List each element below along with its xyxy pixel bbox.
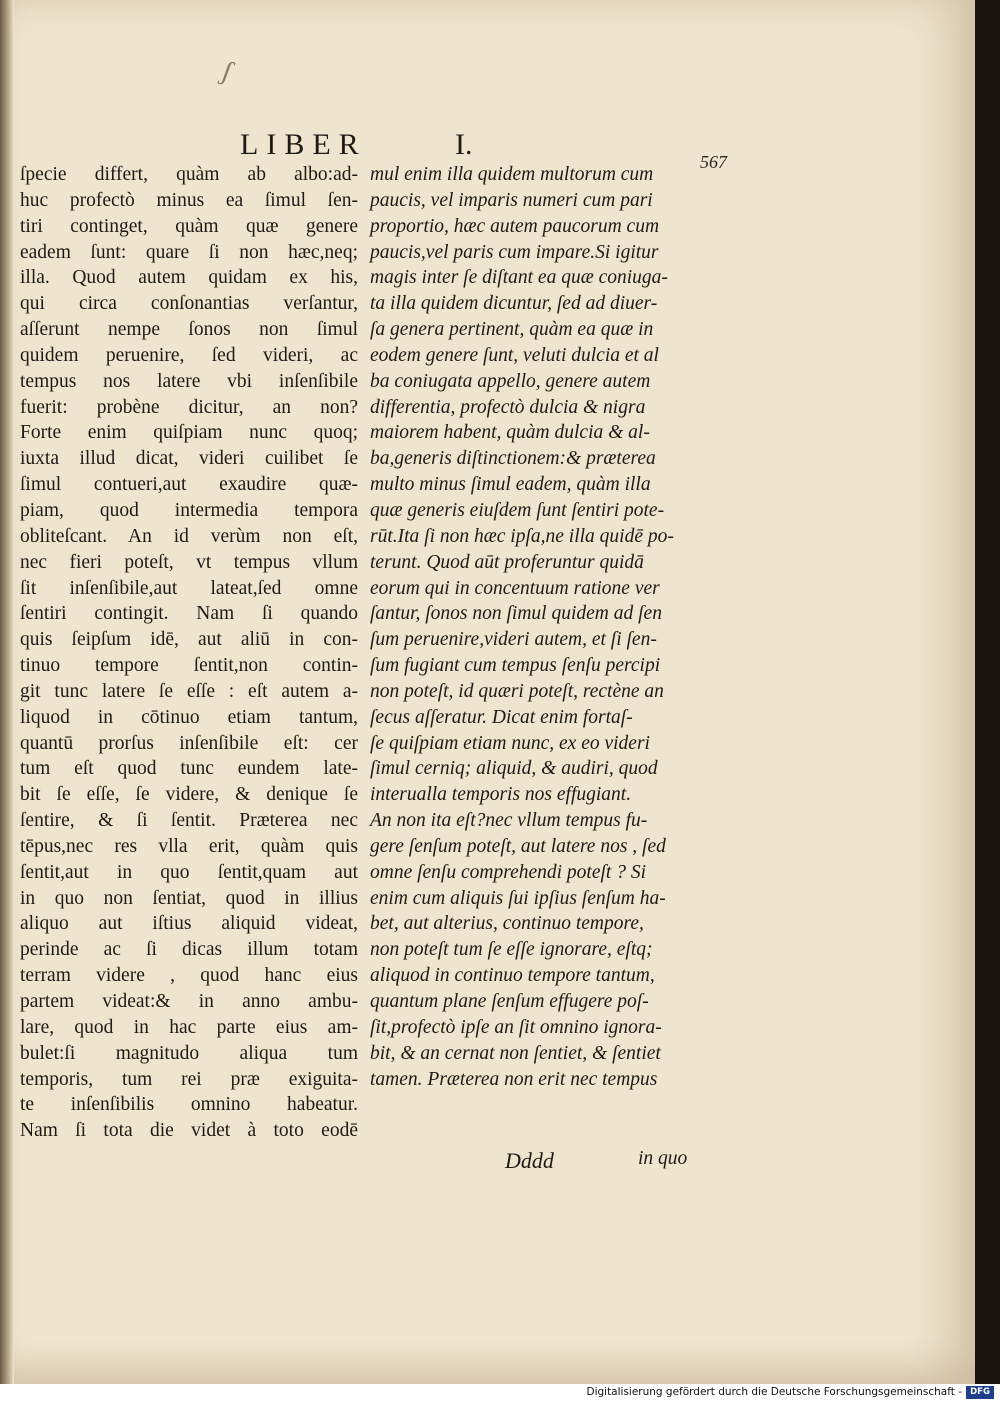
- left-column-line: bit ſe eſſe, ſe videre, & denique ſe: [20, 784, 358, 806]
- right-column-line: ſimul cerniq; aliquid, & audiri, quod: [370, 758, 658, 780]
- left-column-line: ſentit,aut in quo ſentit,quam aut: [20, 861, 358, 883]
- right-column-line: ſantur, ſonos non ſimul quidem ad ſen: [370, 603, 662, 625]
- right-column-line: proportio, hæc autem paucorum cum: [370, 215, 660, 237]
- right-column-line: non poteſt tum ſe eſſe ignorare, eſtq;: [370, 939, 653, 961]
- left-column-line: in quo non ſentiat, quod in illius: [20, 887, 358, 909]
- folio-number: 567: [700, 152, 727, 172]
- right-column-line: An non ita eſt?nec vllum tempus fu-: [370, 810, 648, 832]
- right-column-line: non poteſt, id quæri poteſt, rectène an: [370, 680, 664, 702]
- left-column-line: quantū prorſus inſenſibile eſt: cer: [20, 732, 358, 754]
- right-column-line: ta illa quidem dicuntur, ſed ad diuer-: [370, 293, 658, 315]
- running-head-title: LIBER: [240, 128, 367, 161]
- right-column-line: ba,generis diſtinctionem:& præterea: [370, 448, 656, 470]
- right-column-line: ſum fugiant cum tempus ſenſu percipi: [370, 655, 661, 677]
- right-column-line: ſa genera pertinent, quàm ea quæ in: [370, 319, 654, 341]
- left-column-line: bulet:ſi magnitudo aliqua tum: [20, 1042, 358, 1064]
- left-column-line: partem videat:& in anno ambu-: [20, 991, 358, 1012]
- left-column-line: aſſerunt nempe ſonos non ſimul: [20, 319, 358, 341]
- left-column-line: ſimul contueri,aut exaudire quæ-: [20, 474, 358, 496]
- left-column: [20, 162, 358, 1144]
- right-column-line: terunt. Quod aūt proferuntur quidā: [370, 551, 644, 573]
- left-column-line: te inſenſibilis omnino habeatur.: [20, 1094, 358, 1116]
- right-column-line: ſe quiſpiam etiam nunc, ex eo videri: [370, 732, 650, 754]
- left-column-line: quidem peruenire, ſed videri, ac: [20, 344, 358, 366]
- left-column-line: git tunc latere ſe eſſe : eſt autem a-: [20, 680, 358, 702]
- left-column-line: eadem ſunt: quare ſi non hæc,neq;: [20, 241, 358, 263]
- right-column-line: magis inter ſe diſtant ea quæ coniuga-: [370, 267, 668, 289]
- right-column-line: multo minus ſimul eadem, quàm illa: [370, 474, 651, 496]
- ink-mark: ʃ: [217, 55, 237, 88]
- left-column-line: iuxta illud dicat, videri cuilibet ſe: [20, 448, 358, 470]
- right-column-line: ſit,profectò ipſe an ſit omnino ignora-: [370, 1016, 662, 1038]
- left-column-line: quis ſeipſum idē, aut aliū in con-: [20, 629, 358, 651]
- left-column-line: Forte enim quiſpiam nunc quoq;: [20, 422, 358, 444]
- catchword: in quo: [638, 1148, 688, 1169]
- left-column-line: ſit inſenſibile,aut lateat,ſed omne: [20, 577, 358, 599]
- left-column-line: tiri continget, quàm quæ genere: [20, 215, 358, 237]
- right-column-line: eodem genere ſunt, veluti dulcia et al: [370, 344, 659, 366]
- left-column-line: tempus nos latere vbi inſenſibile: [20, 370, 358, 392]
- right-column-line: differentia, profectò dulcia & nigra: [370, 396, 646, 418]
- left-column-line: huc profectò minus ea ſimul ſen-: [20, 189, 358, 211]
- right-column-line: ba coniugata appello, genere autem: [370, 370, 651, 392]
- running-head: [240, 128, 473, 162]
- left-column-line: lare, quod in hac parte eius am-: [20, 1016, 358, 1038]
- right-column-line: paucis, vel imparis numeri cum pari: [370, 189, 653, 211]
- right-column-line: paucis,vel paris cum impare.Si igitur: [370, 241, 659, 263]
- left-column-line: temporis, tum rei præ exiguita-: [20, 1068, 358, 1090]
- right-column-line: maiorem habent, quàm dulcia & al-: [370, 422, 650, 444]
- right-column-line: bet, aut alterius, continuo tempore,: [370, 913, 644, 935]
- right-column-line: enim cum aliquis ſui ipſius ſenſum ha-: [370, 887, 666, 909]
- right-column-line: mul enim illa quidem multorum cum: [370, 164, 654, 185]
- running-head-book-number: I.: [455, 128, 473, 161]
- right-column-line: tamen. Præterea non erit nec tempus: [370, 1068, 658, 1090]
- left-column-line: Nam ſi tota die videt à toto eodē: [20, 1120, 358, 1142]
- left-column-line: perinde ac ſi dicas illum totam: [20, 939, 358, 961]
- left-column-line: nec fieri poteſt, vt tempus vllum: [20, 551, 358, 573]
- right-column-line: quæ generis eiuſdem ſunt ſentiri pote-: [370, 499, 665, 521]
- right-column-line: ſecus aſſeratur. Dicat enim fortaſ-: [370, 706, 633, 728]
- left-column-line: fuerit: probène dicitur, an non?: [20, 396, 358, 418]
- right-column-line: bit, & an cernat non ſentiet, & ſentiet: [370, 1042, 661, 1064]
- left-column-line: ſentire, & ſi ſentit. Præterea nec: [20, 810, 358, 832]
- footer-bar: [0, 1384, 1000, 1402]
- binding-gutter: [0, 0, 14, 1384]
- right-column: [370, 162, 710, 1092]
- right-column-line: interualla temporis nos effugiant.: [370, 784, 632, 806]
- right-column-line: eorum qui in concentuum ratione ver: [370, 577, 660, 599]
- right-column-line: ſum peruenire,videri autem, et ſi ſen-: [370, 629, 657, 651]
- left-column-line: piam, quod intermedia tempora: [20, 499, 358, 521]
- left-column-line: oblitеſcant. An id verùm non eſt,: [20, 525, 358, 547]
- catchline: [505, 1148, 705, 1176]
- left-column-line: aliquo aut iſtius aliquid videat,: [20, 913, 358, 935]
- signature-mark: Dddd: [505, 1148, 554, 1173]
- dfg-logo: DFG: [966, 1386, 994, 1399]
- right-column-line: omne ſenſu comprehendi poteſt ? Si: [370, 861, 647, 883]
- left-column-line: terram videre , quod hanc eius: [20, 965, 358, 987]
- left-column-line: illa. Quod autem quidam ex his,: [20, 267, 358, 289]
- right-column-line: gere ſenſum poteſt, aut latere nos , ſed: [370, 835, 666, 857]
- left-column-line: tinuo tempore ſentit,non contin-: [20, 655, 358, 677]
- left-column-line: tēpus,nec res vlla erit, quàm quis: [20, 835, 358, 857]
- right-column-line: aliquod in continuo tempore tantum,: [370, 965, 655, 987]
- left-column-line: liquod in cōtinuo etiam tantum,: [20, 706, 358, 728]
- right-column-line: rūt.Ita ſi non hæc ipſa,ne illa quidē po-: [370, 525, 674, 547]
- funding-note: Digitalisierung gefördert durch die Deutsche Forschungsgemeinschaft -: [586, 1386, 962, 1398]
- right-column-line: quantum plane ſenſum effugere poſ-: [370, 991, 649, 1012]
- left-column-line: ſpecie differt, quàm ab albo:ad-: [20, 164, 358, 185]
- left-column-line: ſentiri contingit. Nam ſi quando: [20, 603, 358, 625]
- left-column-line: qui circa conſonantias verſantur,: [20, 293, 358, 315]
- left-column-line: tum eſt quod tunc eundem late-: [20, 758, 358, 780]
